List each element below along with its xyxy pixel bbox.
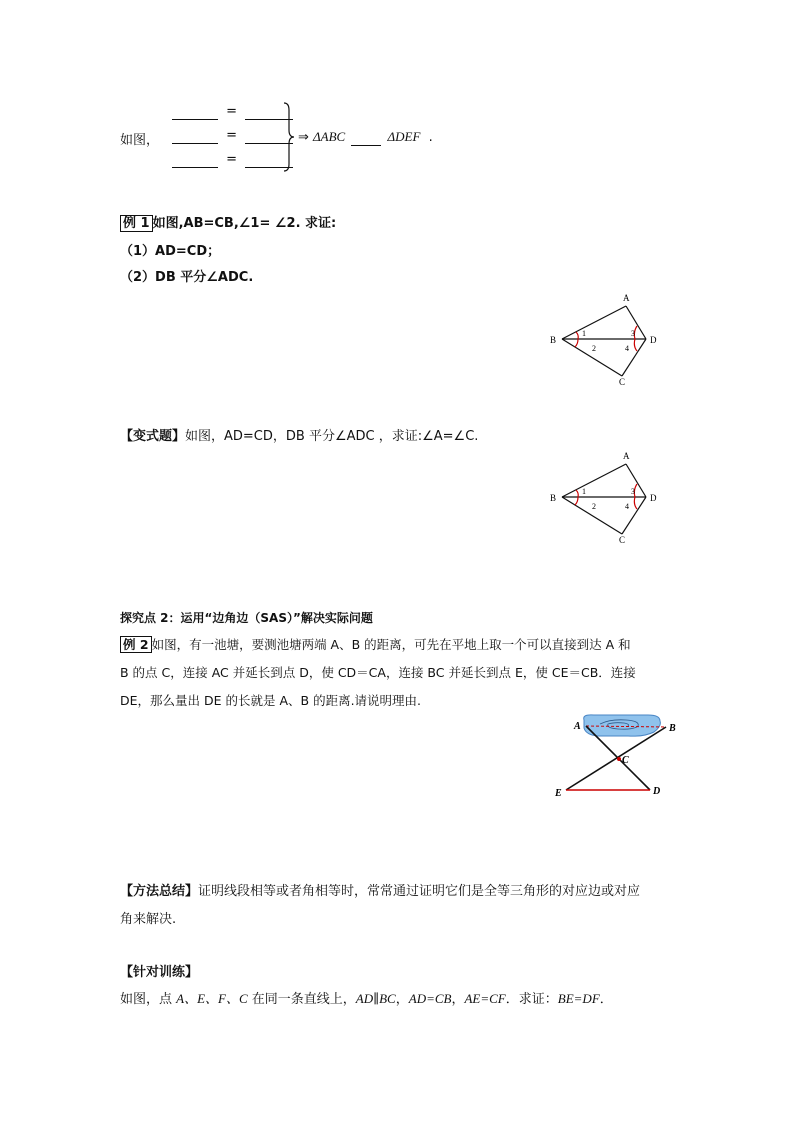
training-goal: BE=DF xyxy=(557,991,600,1006)
example2-line-3: DE，那么量出 DE 的长就是 A、B 的距离.请说明理由. xyxy=(120,693,422,708)
section2-title: 探究点 2：运用“边角边（SAS）”解决实际问题 xyxy=(120,611,373,625)
equals-sign: = xyxy=(226,128,238,143)
example1-text: 如图,AB=CB,∠1= ∠2. 求证: xyxy=(152,216,337,231)
angle-label-3: 3 xyxy=(631,487,635,496)
label-c: C xyxy=(622,755,629,766)
training-prefix: 如图，点 xyxy=(120,992,177,1007)
label-d: D xyxy=(653,786,661,797)
equals-sign: = xyxy=(226,152,238,167)
example1-item-2: （2）DB 平分∠ADC. xyxy=(120,270,254,285)
angle-mark-4 xyxy=(634,497,637,509)
sep-2: ， xyxy=(451,992,465,1007)
example2-text-1: 如图，有一池塘，要测池塘两端 A、B 的距离，可先在平地上取一个可以直接到达 A 和 xyxy=(151,637,631,652)
label-a: A xyxy=(623,451,630,461)
label-c: C xyxy=(619,535,626,545)
blank-left-1 xyxy=(172,104,218,120)
method-line-2: 角来解决. xyxy=(120,912,177,927)
right-brace-icon xyxy=(283,102,295,172)
equals-sign: = xyxy=(226,104,238,119)
training-end: ． xyxy=(599,992,613,1007)
angle-label-4: 4 xyxy=(625,502,629,511)
example2-line-2: B 的点 C，连接 AC 并延长到点 D，使 CD＝CA，连接 BC 并延长到点 E，使 CE＝CB．连接 xyxy=(120,665,636,680)
method-line-1 xyxy=(120,880,640,899)
condition-3: AE=CF xyxy=(464,991,506,1006)
condition-2: AD=CB xyxy=(408,991,452,1006)
angle-label-1: 1 xyxy=(582,329,586,338)
segment-ad xyxy=(626,306,646,339)
kite-figure-1 xyxy=(540,285,670,390)
angle-mark-1 xyxy=(576,490,578,497)
triangle-abc: ΔABC xyxy=(313,129,346,144)
variant-text: 如图，AD=CD，DB 平分∠ADC ，求证:∠A=∠C. xyxy=(185,429,479,444)
training-text xyxy=(120,988,613,1007)
condition-1: AD∥BC xyxy=(355,991,396,1006)
label-d: D xyxy=(650,335,657,345)
angle-label-2: 2 xyxy=(592,344,596,353)
intro-prefix: 如图， xyxy=(120,133,160,148)
pond-shape xyxy=(584,715,661,736)
angle-mark-2 xyxy=(575,497,578,505)
label-c: C xyxy=(619,377,626,387)
example1-heading xyxy=(120,212,336,231)
method-tag: 【方法总结】 xyxy=(120,884,199,899)
example2-line-1 xyxy=(120,635,631,653)
example1-tag: 例 1 xyxy=(120,215,153,232)
sep-1: ， xyxy=(395,992,409,1007)
triangle-def: ΔDEF xyxy=(387,129,421,144)
label-a: A xyxy=(623,293,630,303)
method-text-1: 证明线段相等或者角相等时，常常通过证明它们是全等三角形的对应边或对应 xyxy=(198,884,641,899)
intro-end: . xyxy=(428,130,433,145)
blank-row-1 xyxy=(172,104,293,120)
training-points: A、E、F、C xyxy=(176,991,248,1006)
label-b: B xyxy=(669,723,676,734)
blank-left-3 xyxy=(172,152,218,168)
sep-3: ．求证： xyxy=(505,992,558,1007)
angle-label-4: 4 xyxy=(625,344,629,353)
blank-row-2 xyxy=(172,128,293,144)
blank-row-3 xyxy=(172,152,293,168)
point-c xyxy=(617,757,621,761)
pond-figure xyxy=(548,710,688,805)
label-b: B xyxy=(550,493,557,503)
example1-item-1: （1）AD=CD； xyxy=(120,244,221,259)
label-a: A xyxy=(574,721,581,732)
angle-label-1: 1 xyxy=(582,487,586,496)
example2-tag: 例 2 xyxy=(120,636,152,653)
segment-ad xyxy=(626,464,646,497)
angle-mark-1 xyxy=(576,332,578,339)
variant-tag: 【变式题】 xyxy=(120,429,186,444)
intro-conclusion xyxy=(298,129,433,146)
angle-mark-2 xyxy=(575,339,578,347)
label-b: B xyxy=(550,335,557,345)
kite-figure-2 xyxy=(540,443,670,548)
training-tag: 【针对训练】 xyxy=(120,965,199,980)
segment-ba xyxy=(562,306,626,339)
angle-label-2: 2 xyxy=(592,502,596,511)
variant-line xyxy=(120,425,478,444)
angle-mark-4 xyxy=(634,339,637,351)
implies-symbol: ⇒ xyxy=(298,130,309,145)
blank-left-2 xyxy=(172,128,218,144)
segment-ba xyxy=(562,464,626,497)
label-d: D xyxy=(650,493,657,503)
training-mid: 在同一条直线上， xyxy=(247,992,356,1007)
angle-label-3: 3 xyxy=(631,329,635,338)
label-e: E xyxy=(555,788,562,799)
blank-relation xyxy=(351,130,381,146)
